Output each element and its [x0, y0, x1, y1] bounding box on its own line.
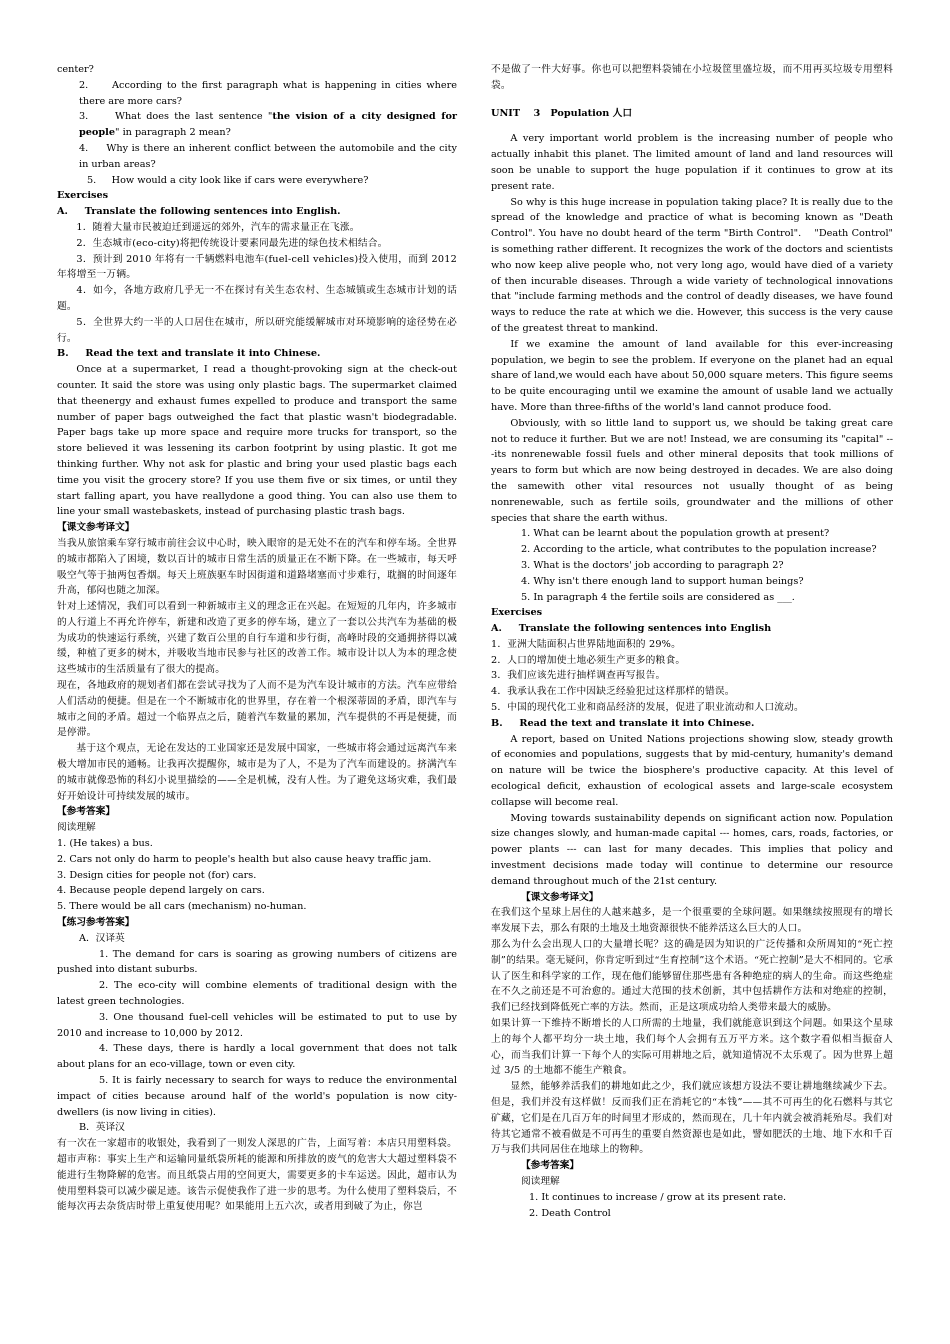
reading-label: 阅读理解 — [57, 822, 96, 834]
exercises-heading: Exercises — [491, 607, 543, 619]
translation-paragraph: 当我从旅馆乘车穿行城市前往会议中心时，映入眼帘的是无处不在的汽车和停车场。全世界的城市都陷入了困境，数以百计的城市日常生活的质量正在不断下降。在一些城市，每天呼吸空气等于抽两包香烟。每天上班族驱车时因街道和道路堵塞而寸步难行，耽搁的时间逐年升高，郁闷也随之加深。 — [57, 537, 457, 597]
translation-paragraph: 基于这个观点，无论在发达的工业国家还是发展中国家，一些城市将会通过远离汽车来极大增加市民的通畅。让我再次提醒你，城市是为了人，不是为了汽车而建设的。挤满汽车的城市就像恐怖的科幻小说里描绘的——全是机械，没有人性。为了避免这场灾难，我们最好开始设计可持续发展的城市。 — [57, 743, 457, 802]
passage-paragraph-3: If we examine the amount of land available for this ever-increasing population, we begin to see the problem. If everyone on the planet had an equal share of land,we would each have about 50,000 square meters. This figure seems to be quite encouraging until we examine the amount of usable land we actually have. More than three-fifths of the world's land cannot produce food. — [491, 338, 893, 413]
translation-paragraph: 针对上述情况，我们可以看到一种新城市主义的理念正在兴起。在短短的几年内，许多城市的人行道上不再允许停车，新建和改造了更多的停车场，建立了一套以公共汽车为基础的极为成功的快速运行系统，兴建了数百公里的自行车道和步行街，高峰时段的交通拥挤得以减缓，种植了更多的树木，并吸收当地市民参与社区的改善工作。城市设计以人为本的理念使这些城市的生活质量有了很大的提高。 — [57, 601, 457, 676]
question-5: 5. In paragraph 4 the fertile soils are considered as ___. — [521, 591, 795, 603]
sentence-3: 3．预计到 2010 年将有一千辆燃料电池车(fuel-cell vehicles)投入使用，而到 2012 年将增至一万辆。 — [57, 253, 457, 281]
translation-heading: 【课文参考译文】 — [521, 891, 599, 903]
question-3: 3. What is the doctors' job according to paragraph 2? — [521, 559, 784, 571]
translation-paragraph: 在我们这个星球上居住的人越来越多，是一个很重要的全球问题。如果继续按照现有的增长率发展下去，那么有限的土地及土地资源很快不能养活这么巨大的人口。 — [491, 907, 893, 935]
passage-b: Once at a supermarket, I read a thought-provoking sign at the check-out counter. It said the store was using only plastic bags. The supermarket claimed that theenergy and exhaust fumes expelled to produce and transport the same number of paper bags outweighed the fact that plastic wasn't biodegradable. Paper bags take up more space and require more trucks for transport, so the store believed it was lessening its carbon footprint by using plastic. It got me thinking further. Why not ask for plastic and bring your used plastic bags each time you visit the grocery store? If you use them five or six times, or until they start falling apart, you have reallydone a good thing. You can also use them to line your small wastebaskets, instead of purchasing plastic trash bags. — [57, 364, 457, 518]
answer-line: 1. (He takes) a bus. — [57, 838, 153, 850]
answer-sentence: 1. The demand for cars is soaring as growing numbers of citizens are pushed into distant suburbs. — [57, 948, 457, 976]
question-4: 4. Why is there an inherent conflict between the automobile and the city in urban areas? — [79, 142, 457, 170]
sentence-4: 4．我承认我在工作中因缺乏经验犯过这样那样的错误。 — [491, 686, 735, 698]
unit-title: UNIT 3 Population 人口 — [491, 107, 633, 119]
passage-paragraph-1: A very important world problem is the increasing number of people who actually inhabit this planet. The limited amount of land and land resources will soon be unable to support the huge population if it continues to grow at its present rate. — [491, 133, 893, 192]
translation-continued: 不是做了一件大好事。你也可以把塑料袋铺在小垃圾筐里盛垃圾，而不用再买垃圾专用塑料袋。 — [491, 64, 893, 91]
answer-line: 5. There would be all cars (mechanism) no-human. — [57, 901, 307, 913]
text-line: center? — [57, 64, 94, 75]
answers-heading: 【参考答案】 — [521, 1160, 580, 1172]
exercises-heading: Exercises — [57, 190, 109, 202]
answer-line: 4. Because people depend largely on cars. — [57, 885, 265, 897]
passage-paragraph-2: So why is this huge increase in population taking place? It is really due to the spread of the knowledge and practice of what is becoming known as "Death Control". You have no doubt heard of the term "Birth Control". "Death Control" is something rather different. It recognizes the work of the doctors and scientists who now keep alive people who, not very long ago, would have died of a variety of then incurable diseases. Through a wide variety of technological innovations that "include farming methods and the control of deadly diseases, we have found ways to reduce the rate at which we die. However, this success is the very cause of the greatest threat to mankind. — [491, 196, 893, 334]
right-column — [491, 62, 893, 1221]
sentence-1: 1．随着大量市民被迫迁到遥远的郊外，汽车的需求量正在飞涨。 — [76, 221, 360, 233]
subheading: A．汉译英 — [79, 932, 125, 944]
answer-sentence: 5. It is fairly necessary to search for ways to reduce the environmental impact of cities because around half of the world's population is now city-dwellers (is now living in cities). — [57, 1075, 457, 1118]
sentence-5: 5．全世界大约一半的人口居住在城市，所以研究能缓解城市对环境影响的途径势在必行。 — [57, 316, 457, 344]
reading-label: 阅读理解 — [521, 1175, 560, 1187]
question-3: 3. What does the last sentence "the vision of a city designed for people" in paragraph 2 mean? — [79, 111, 458, 139]
answer-line: 1. It continues to increase / grow at its present rate. — [529, 1191, 787, 1203]
section-a-heading: A. Translate the following sentences into English. — [57, 206, 341, 218]
translation-heading: 【课文参考译文】 — [57, 522, 135, 534]
question-2: 2. According to the first paragraph what is happening in cities where there are more cars? — [79, 79, 457, 107]
translation-paragraph: 那么为什么会出现人口的大量增长呢？这的确是因为知识的广泛传播和众所周知的“死亡控制”的结果。毫无疑问，你肯定听到过“生育控制”这个术语。“死亡控制”是大不相同的。它承认了医生和科学家的工作，现在他们能够留住那些患有各种绝症的病人的生命。而这些绝症在不久之前还是不可治愈的。通过大范围的技术创新，其中包括耕作方法和对绝症的控制，我们已经找到降低死亡率的方法。然而，正是这项成功给人类带来最大的威胁。 — [491, 939, 893, 1014]
subheading: B．英译汉 — [79, 1122, 125, 1134]
answer-sentence: 2. The eco-city will combine elements of traditional design with the latest green technologies. — [57, 980, 457, 1008]
left-column — [57, 62, 457, 1215]
translation-paragraph: 如果计算一下维持不断增长的人口所需的土地量，我们就能意识到这个问题。如果这个星球上的每个人都平均分一块土地，我们每个人会拥有五万平方米。这个数字看似相当振奋人心，而当我们计算一下每个人的实际可用耕地之后，就知道情况不太乐观了。因为世界上超过 3/5 的土地都不能生产粮食。 — [491, 1018, 893, 1077]
section-b-heading: B. Read the text and translate it into Chinese. — [491, 717, 755, 729]
sentence-2: 2．生态城市(eco-city)将把传统设计要素同最先进的绿色技术相结合。 — [76, 237, 388, 249]
passage-b-paragraph-1: A report, based on United Nations projections showing slow, steady growth of economies and populations, suggests that by mid-century, humanity's demand on nature will be twice the biosphere's productive capacity. At this level of ecological deficit, exhaustion of ecological assets and large-scale ecosystem collapse will become real. — [491, 733, 893, 808]
exercise-answers-heading: 【练习参考答案】 — [57, 917, 135, 929]
question-1: 1. What can be learnt about the population growth at present? — [521, 528, 830, 540]
sentence-1: 1．亚洲大陆面积占世界陆地面积的 29%。 — [491, 638, 681, 650]
sentence-3: 3．我们应该先进行抽样调查再写报告。 — [491, 670, 666, 682]
passage-paragraph-4: Obviously, with so little land to support us, we should be taking great care not to reduce it further. But we are not! Instead, we are consuming its "capital" ---its nonrenewable fossil fuels and other mineral deposits that took millions of years to form but which are now being destroyed in decades. We are also doing the samewith other vital resources not usually thought of as being nonrenewable, such as fertile soils, groundwater and the millions of other species that share the earth withus. — [491, 417, 893, 524]
sentence-5: 5．中国的现代化工业和商品经济的发展，促进了职业流动和人口流动。 — [491, 702, 804, 714]
sentence-2: 2．人口的增加使土地必须生产更多的粮食。 — [491, 654, 686, 666]
question-5: 5. How would a city look like if cars were everywhere? — [87, 174, 369, 186]
translation-paragraph: 显然，能够养活我们的耕地如此之少，我们就应该想方设法不要让耕地继续减少下去。但是，我们并没有这样做！反而我们正在消耗它的“本钱”——其不可再生的化石燃料与其它矿藏，它们是在几百万年的时间里才形成的，然而现在，几十年内就会被消耗殆尽。我们对待其它通常不被看做是不可再生的重要自然资源也是如此，譬如肥沃的土地、地下水和千百万与我们共同居住在地球上的物种。 — [491, 1081, 893, 1156]
passage-b-paragraph-2: Moving towards sustainability depends on significant action now. Population size changes slowly, and human-made capital --- homes, cars, roads, factories, or power plants --- can last for many decades. This implies that policy and investment decisions made today will continue to determine our resource demand throughout much of the 21st century. — [491, 812, 893, 887]
answer-sentence: 4. These days, there is hardly a local government that does not talk about plans for an eco-village, town or even city. — [57, 1043, 457, 1071]
answer-sentence: 3. One thousand fuel-cell vehicles will be estimated to put to use by 2010 and increase to 10,000 by 2012. — [57, 1011, 457, 1039]
answer-line: 2. Cars not only do harm to people's health but also cause heavy traffic jam. — [57, 853, 432, 865]
section-b-heading: B. Read the text and translate it into Chinese. — [57, 348, 321, 360]
translation-paragraph: 有一次在一家超市的收银处，我看到了一则发人深思的广告，上面写着：本店只用塑料袋。超市声称：事实上生产和运输同量纸袋所耗的能源和所排放的废气的危害大大超过塑料袋不能进行生物降解的危害。而且纸袋占用的空间更大，需要更多的卡车运送。因此，超市认为使用塑料袋可以减少碳足迹。该告示促使我作了进一步的思考。为什么使用了塑料袋后，不能每次再去杂货店时带上重复使用呢？如果能用上五六次，或者用到破了为止，你岂 — [57, 1138, 457, 1213]
answer-line: 2. Death Control — [529, 1207, 611, 1219]
question-4: 4. Why isn't there enough land to support human beings? — [521, 575, 804, 587]
question-2: 2. According to the article, what contributes to the population increase? — [521, 544, 877, 556]
translation-paragraph: 现在，各地政府的规划者们都在尝试寻找为了人而不是为汽车设计城市的方法。汽车应带给人们活动的便捷。但是在一个不断城市化的世界里，存在着一个根深蒂固的矛盾，即汽车与城市之间的矛盾。超过一个临界点之后，随着汽车数量的累加，汽车提供的不再是便捷，而是停滞。 — [57, 680, 457, 739]
section-a-heading: A. Translate the following sentences into English — [491, 623, 772, 635]
answer-line: 3. Design cities for people not (for) cars. — [57, 869, 257, 881]
sentence-4: 4．如今，各地方政府几乎无一不在探讨有关生态农村、生态城镇或生态城市计划的话题。 — [57, 285, 457, 312]
answers-heading: 【参考答案】 — [57, 806, 116, 818]
